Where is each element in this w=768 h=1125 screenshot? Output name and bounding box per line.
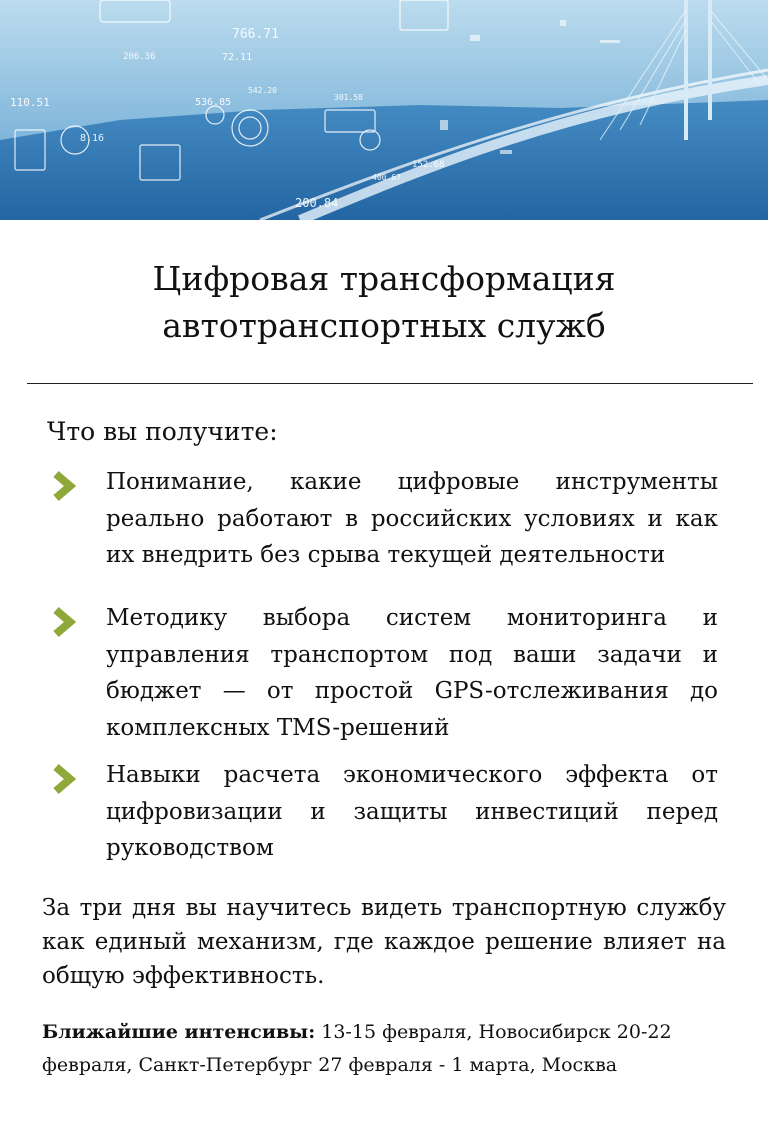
overlay-number: 766.71 [232, 27, 279, 42]
chevron-right-icon [52, 470, 80, 502]
overlay-number: 400.67 [372, 173, 401, 182]
title-divider [27, 383, 753, 384]
title-line-1: Цифровая трансформация [152, 259, 616, 298]
hero-image [0, 0, 768, 220]
overlay-number: 536.85 [195, 97, 232, 108]
title-line-2: автотранспортных служб [162, 306, 606, 345]
benefit-text-3: Навыки расчета экономического эффекта от цифровизации и защиты инвестиций перед руководством [106, 762, 718, 861]
schedule-label: Ближайшие интенсивы: [42, 1021, 316, 1043]
benefit-text-2: Методику выбора систем мониторинга и управления транспортом под ваши задачи и бюджет — от простой GPS-отслеживания до комплексных TMS-решений [106, 605, 718, 741]
hero-illustration [0, 0, 768, 220]
page-title [0, 255, 768, 349]
chevron-right-icon [52, 763, 80, 795]
overlay-number: 8.16 [80, 133, 105, 144]
schedule-text: 13-15 февраля, Новосибирск 20-22 февраля, Санкт-Петербург 27 февраля - 1 марта, Москва [42, 1021, 672, 1076]
overlay-number: 110.51 [10, 96, 50, 109]
benefits-heading: Что вы получите: [47, 417, 278, 446]
benefit-text-1: Понимание, какие цифровые инструменты реально работают в российских условиях и как их внедрить без срыва текущей деятельности [106, 469, 718, 568]
summary-paragraph: За три дня вы научитесь видеть транспортную службу как единый механизм, где каждое решение влияет на общую эффективность. [42, 895, 726, 989]
overlay-number: 200.84 [295, 196, 339, 210]
overlay-number: 206.36 [123, 52, 156, 62]
chevron-right-icon [52, 606, 80, 638]
overlay-number: 72.11 [222, 52, 253, 63]
schedule-paragraph [42, 1016, 732, 1082]
overlay-number: 152.68 [412, 160, 445, 170]
overlay-number: 542.20 [248, 86, 277, 95]
overlay-number: 301.58 [334, 93, 363, 102]
